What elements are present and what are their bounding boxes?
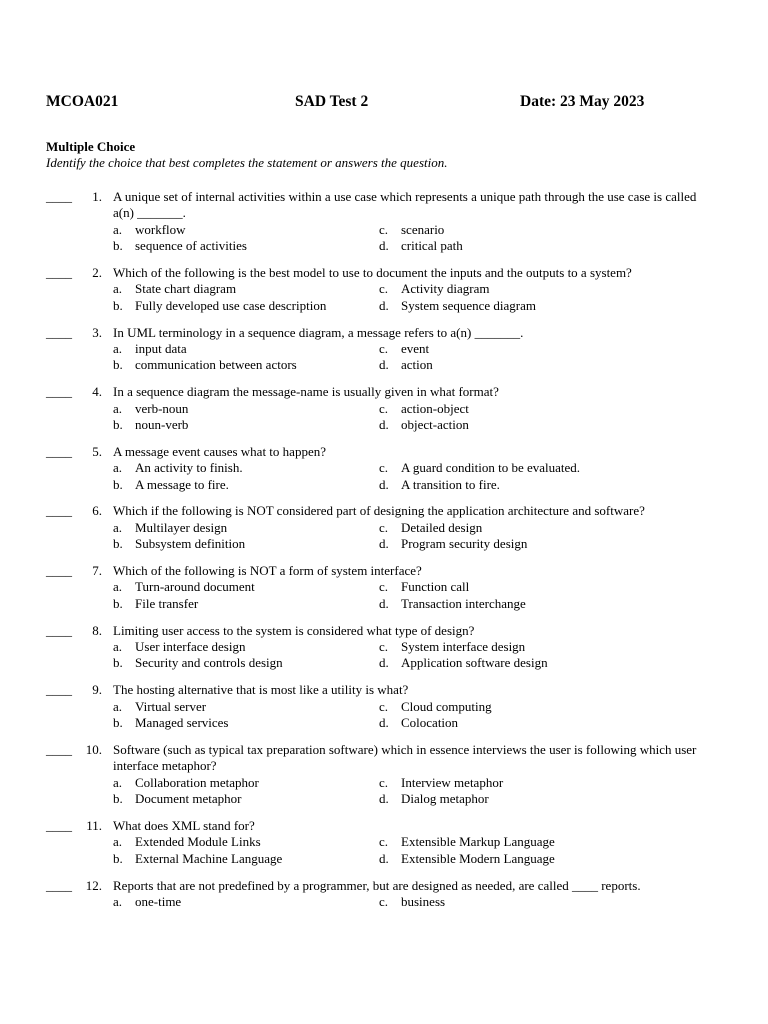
option-text: Subsystem definition	[135, 536, 246, 552]
answer-option	[113, 520, 379, 536]
answer-blank: ____	[46, 503, 72, 519]
question-number: 1.	[92, 189, 102, 204]
option-letter: b.	[113, 238, 123, 254]
option-letter: c.	[379, 698, 389, 714]
answer-option	[379, 401, 713, 417]
question-number: 12.	[85, 877, 102, 893]
answer-option	[113, 281, 379, 297]
answer-option	[379, 579, 713, 595]
option-letter: d.	[379, 715, 389, 731]
option-letter: a.	[113, 400, 123, 416]
question-text: Which if the following is NOT considered part of designing the application architecture and software?	[113, 503, 645, 519]
answer-option	[379, 699, 713, 715]
answer-options	[113, 775, 713, 808]
answer-blank: ____	[46, 741, 72, 757]
answer-option	[113, 477, 379, 493]
question-text: A message event causes what to happen?	[113, 443, 326, 459]
section-title: Multiple Choice	[46, 139, 136, 154]
option-letter: c.	[379, 774, 389, 790]
option-text: input data	[135, 341, 187, 357]
question-text: In UML terminology in a sequence diagram, a message refers to a(n) _______.	[113, 324, 524, 340]
question-item	[0, 742, 768, 808]
option-letter: b.	[113, 417, 123, 433]
answer-option	[379, 477, 713, 493]
answer-option	[113, 417, 379, 433]
answer-option	[113, 357, 379, 373]
option-text: Activity diagram	[401, 281, 490, 297]
option-letter: c.	[379, 579, 389, 595]
answer-option	[113, 298, 379, 314]
option-text: business	[401, 893, 446, 909]
option-text: A guard condition to be evaluated.	[401, 460, 581, 476]
exam-header	[46, 93, 722, 113]
option-letter: b.	[113, 297, 123, 313]
option-letter: a.	[113, 221, 123, 237]
answer-option	[379, 775, 713, 791]
answer-option	[379, 238, 713, 254]
option-letter: c.	[379, 834, 389, 850]
option-letter: d.	[379, 297, 389, 313]
question-number: 10.	[85, 741, 102, 757]
question-number: 6.	[92, 503, 102, 519]
answer-option	[113, 894, 379, 910]
question-number: 11.	[86, 817, 102, 833]
option-letter: a.	[113, 639, 123, 655]
option-text: Function call	[401, 579, 470, 595]
answer-option	[379, 655, 713, 671]
option-letter: b.	[113, 850, 123, 866]
option-text: Virtual server	[135, 698, 207, 714]
answer-options	[113, 894, 713, 910]
option-text: System sequence diagram	[401, 297, 537, 313]
option-text: workflow	[135, 221, 186, 237]
answer-option	[379, 851, 713, 867]
question-item	[0, 503, 768, 552]
option-text: An activity to finish.	[135, 460, 243, 476]
option-text: Colocation	[401, 715, 459, 731]
option-text: Interview metaphor	[401, 774, 504, 790]
option-text: communication between actors	[135, 357, 297, 373]
question-text: Software (such as typical tax preparation software) which in essence interviews the user is following which user interface metaphor?	[113, 741, 697, 774]
option-text: Managed services	[135, 715, 229, 731]
answer-option	[113, 851, 379, 867]
question-item	[0, 189, 768, 255]
answer-options	[113, 639, 713, 672]
question-number: 5.	[92, 443, 102, 459]
answer-option	[113, 341, 379, 357]
answer-option	[379, 222, 713, 238]
answer-option	[113, 834, 379, 850]
answer-options	[113, 222, 713, 255]
option-letter: b.	[113, 536, 123, 552]
question-text: Limiting user access to the system is considered what type of design?	[113, 622, 475, 638]
question-list	[0, 189, 768, 921]
question-text: A unique set of internal activities within a use case which represents a unique path through the use case is called a(n) _______.	[113, 189, 697, 221]
option-letter: b.	[113, 791, 123, 807]
option-letter: a.	[113, 460, 123, 476]
answer-options	[113, 460, 713, 493]
option-letter: a.	[113, 579, 123, 595]
answer-blank: ____	[46, 324, 72, 340]
option-letter: b.	[113, 655, 123, 671]
answer-option	[379, 357, 713, 373]
option-letter: d.	[379, 238, 389, 254]
option-text: event	[401, 341, 430, 357]
option-letter: a.	[113, 774, 123, 790]
option-letter: a.	[113, 834, 123, 850]
option-text: Security and controls design	[135, 655, 283, 671]
option-letter: a.	[113, 281, 123, 297]
option-text: Fully developed use case description	[135, 297, 327, 313]
option-letter: c.	[379, 400, 389, 416]
option-letter: d.	[379, 655, 389, 671]
option-text: Transaction interchange	[401, 595, 526, 611]
option-text: Extensible Markup Language	[401, 834, 555, 850]
option-letter: b.	[113, 715, 123, 731]
option-letter: d.	[379, 476, 389, 492]
question-item	[0, 325, 768, 374]
answer-blank: ____	[46, 817, 72, 833]
answer-blank: ____	[46, 877, 72, 893]
question-text: The hosting alternative that is most like a utility is what?	[113, 682, 409, 698]
course-code: MCOA021	[46, 93, 119, 110]
option-text: sequence of activities	[135, 238, 247, 254]
option-text: State chart diagram	[135, 281, 237, 297]
answer-option	[379, 281, 713, 297]
option-letter: d.	[379, 791, 389, 807]
answer-blank: ____	[46, 682, 72, 698]
option-letter: c.	[379, 893, 389, 909]
option-letter: d.	[379, 595, 389, 611]
answer-option	[113, 699, 379, 715]
option-text: Turn-around document	[135, 579, 255, 595]
option-letter: c.	[379, 639, 389, 655]
test-title: SAD Test 2	[295, 93, 369, 110]
answer-option	[379, 460, 713, 476]
option-text: Program security design	[401, 536, 528, 552]
question-number: 8.	[92, 622, 102, 638]
answer-blank: ____	[46, 443, 72, 459]
answer-option	[113, 639, 379, 655]
option-text: Collaboration metaphor	[135, 774, 259, 790]
question-item	[0, 444, 768, 493]
question-number: 4.	[92, 384, 102, 400]
option-text: Extensible Modern Language	[401, 850, 555, 866]
option-letter: b.	[113, 595, 123, 611]
option-text: Dialog metaphor	[401, 791, 489, 807]
question-item	[0, 623, 768, 672]
question-text: Which of the following is NOT a form of system interface?	[113, 563, 422, 579]
answer-option	[379, 536, 713, 552]
option-letter: a.	[113, 893, 123, 909]
option-text: A transition to fire.	[401, 476, 500, 492]
answer-option	[113, 536, 379, 552]
answer-option	[113, 579, 379, 595]
question-text: Which of the following is the best model to use to document the inputs and the outputs to a system?	[113, 265, 632, 281]
option-letter: c.	[379, 281, 389, 297]
question-item	[0, 878, 768, 911]
answer-blank: ____	[46, 563, 72, 579]
answer-option	[379, 417, 713, 433]
option-text: System interface design	[401, 639, 526, 655]
answer-option	[113, 460, 379, 476]
question-text: In a sequence diagram the message-name is usually given in what format?	[113, 384, 499, 400]
option-letter: d.	[379, 417, 389, 433]
answer-option	[379, 341, 713, 357]
option-text: Cloud computing	[401, 698, 492, 714]
option-text: action-object	[401, 400, 469, 416]
answer-options	[113, 520, 713, 553]
option-text: object-action	[401, 417, 469, 433]
option-letter: c.	[379, 221, 389, 237]
answer-option	[379, 715, 713, 731]
option-letter: c.	[379, 519, 389, 535]
option-letter: a.	[113, 519, 123, 535]
option-text: A message to fire.	[135, 476, 229, 492]
question-number: 9.	[92, 682, 102, 698]
answer-options	[113, 401, 713, 434]
test-date: Date: 23 May 2023	[520, 93, 645, 110]
question-text: Reports that are not predefined by a programmer, but are designed as needed, are called ____ reports.	[113, 877, 641, 893]
answer-option	[113, 222, 379, 238]
option-text: verb-noun	[135, 400, 189, 416]
answer-options	[113, 281, 713, 314]
answer-option	[113, 715, 379, 731]
question-item	[0, 818, 768, 867]
answer-option	[379, 520, 713, 536]
answer-option	[379, 791, 713, 807]
option-letter: d.	[379, 536, 389, 552]
answer-option	[379, 639, 713, 655]
option-text: Application software design	[401, 655, 548, 671]
option-text: one-time	[135, 893, 182, 909]
option-letter: d.	[379, 357, 389, 373]
option-text: Document metaphor	[135, 791, 242, 807]
answer-option	[113, 775, 379, 791]
question-number: 3.	[92, 324, 102, 340]
answer-options	[113, 699, 713, 732]
answer-options	[113, 341, 713, 374]
option-text: Detailed design	[401, 519, 483, 535]
option-text: critical path	[401, 238, 463, 254]
answer-blank: ____	[46, 189, 72, 204]
option-letter: d.	[379, 850, 389, 866]
answer-blank: ____	[46, 384, 72, 400]
section-instructions: Identify the choice that best completes the statement or answers the question.	[46, 155, 448, 170]
option-letter: a.	[113, 698, 123, 714]
answer-options	[113, 834, 713, 867]
question-item	[0, 563, 768, 612]
option-letter: b.	[113, 357, 123, 373]
option-text: scenario	[401, 221, 445, 237]
section-heading	[46, 139, 447, 171]
question-item	[0, 682, 768, 731]
answer-options	[113, 579, 713, 612]
answer-option	[113, 401, 379, 417]
option-letter: b.	[113, 476, 123, 492]
option-text: action	[401, 357, 433, 373]
answer-option	[379, 298, 713, 314]
answer-blank: ____	[46, 265, 72, 281]
answer-option	[113, 655, 379, 671]
answer-option	[113, 596, 379, 612]
answer-option	[379, 834, 713, 850]
option-letter: c.	[379, 460, 389, 476]
option-text: Multilayer design	[135, 519, 228, 535]
option-text: Extended Module Links	[135, 834, 261, 850]
option-letter: a.	[113, 341, 123, 357]
answer-option	[113, 238, 379, 254]
option-text: External Machine Language	[135, 850, 283, 866]
answer-option	[379, 894, 713, 910]
question-item	[0, 384, 768, 433]
answer-option	[379, 596, 713, 612]
question-number: 7.	[92, 563, 102, 579]
option-text: noun-verb	[135, 417, 189, 433]
option-letter: c.	[379, 341, 389, 357]
option-text: File transfer	[135, 595, 199, 611]
question-item	[0, 265, 768, 314]
question-number: 2.	[92, 265, 102, 281]
option-text: User interface design	[135, 639, 246, 655]
answer-blank: ____	[46, 622, 72, 638]
question-text: What does XML stand for?	[113, 817, 255, 833]
answer-option	[113, 791, 379, 807]
